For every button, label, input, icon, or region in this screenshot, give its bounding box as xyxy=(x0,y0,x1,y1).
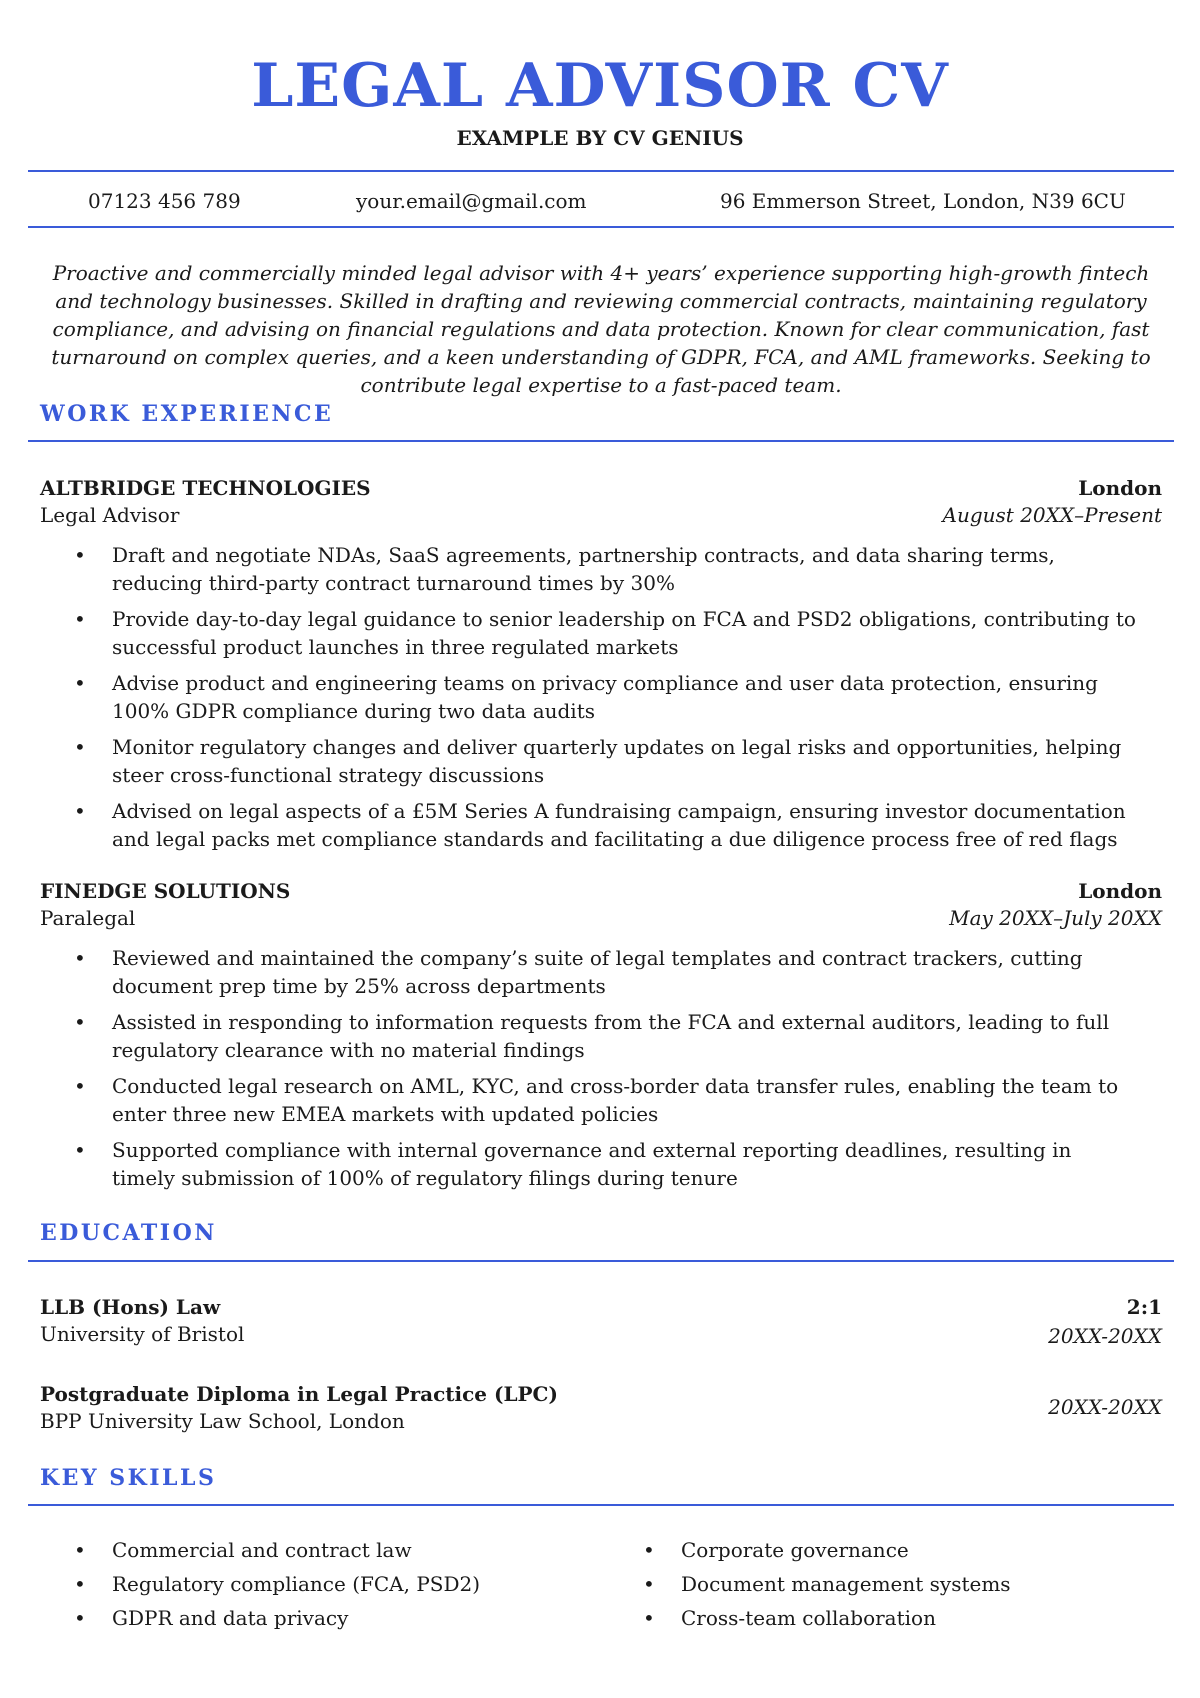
list-item: • Supported compliance with internal governance and external reporting deadlines, resulting in timely submission of 100% of regulatory filings during tenure xyxy=(40,1136,1140,1192)
job-dates: August 20XX–Present xyxy=(942,503,1162,527)
divider xyxy=(28,1260,1174,1262)
list-item: • Advise product and engineering teams on privacy compliance and user data protection, ensuring 100% GDPR compliance during two data audits xyxy=(40,669,1140,725)
education-degree: Postgraduate Diploma in Legal Practice (LPC) xyxy=(40,1382,558,1406)
skill-item: • Commercial and contract law xyxy=(40,1536,560,1564)
education-grade: 2:1 xyxy=(1126,1295,1162,1319)
profile-summary: Proactive and commercially minded legal advisor with 4+ years’ experience supporting high-growth fintech and technology businesses. Skilled in drafting and reviewing commercial contracts, maintaining regulatory compliance, and advising on financial regulations and data protection. Known for clear communication, fast turnaround on complex queries, and a keen understanding of GDPR, FCA, and AML frameworks. Seeking to contribute legal expertise to a fast-paced team. xyxy=(51,261,1151,397)
cv-subtitle: EXAMPLE BY CV GENIUS xyxy=(456,126,744,150)
education-school: University of Bristol xyxy=(40,1322,245,1346)
education-degree: LLB (Hons) Law xyxy=(40,1295,221,1319)
section-heading-work: WORK EXPERIENCE xyxy=(40,401,334,427)
job-company: ALTBRIDGE TECHNOLOGIES xyxy=(40,476,371,500)
skill-item: • Cross-team collaboration xyxy=(609,1604,1129,1632)
skills-list-right xyxy=(609,1536,1129,1638)
job-bullets xyxy=(40,944,1140,1200)
divider xyxy=(28,440,1174,442)
list-item: • Provide day-to-day legal guidance to senior leadership on FCA and PSD2 obligations, contributing to successful product launches in three regulated markets xyxy=(40,605,1140,661)
skill-item: • Corporate governance xyxy=(609,1536,1129,1564)
job-location: London xyxy=(1078,879,1162,903)
education-dates: 20XX-20XX xyxy=(1048,1395,1162,1419)
email-address: your.email@gmail.com xyxy=(356,189,587,213)
job-dates: May 20XX–July 20XX xyxy=(949,906,1162,930)
job-role: Legal Advisor xyxy=(40,503,180,527)
list-item: • Assisted in responding to information requests from the FCA and external auditors, leading to full regulatory clearance with no material findings xyxy=(40,1008,1140,1064)
job-role: Paralegal xyxy=(40,906,136,930)
list-item: • Reviewed and maintained the company’s suite of legal templates and contract trackers, cutting document prep time by 25% across departments xyxy=(40,944,1140,1000)
postal-address: 96 Emmerson Street, London, N39 6CU xyxy=(720,189,1126,213)
section-heading-skills: KEY SKILLS xyxy=(40,1465,217,1491)
section-heading-education: EDUCATION xyxy=(40,1220,217,1246)
list-item: • Advised on legal aspects of a £5M Series A fundraising campaign, ensuring investor documentation and legal packs met compliance standards and facilitating a due diligence process free of red flags xyxy=(40,797,1140,853)
divider xyxy=(28,226,1174,228)
education-dates: 20XX-20XX xyxy=(1048,1324,1162,1348)
job-location: London xyxy=(1078,476,1162,500)
job-company: FINEDGE SOLUTIONS xyxy=(40,879,291,903)
phone-number: 07123 456 789 xyxy=(88,189,241,213)
list-item: • Draft and negotiate NDAs, SaaS agreements, partnership contracts, and data sharing terms, reducing third-party contract turnaround times by 30% xyxy=(40,541,1140,597)
skill-item: • GDPR and data privacy xyxy=(40,1604,560,1632)
list-item: • Monitor regulatory changes and deliver quarterly updates on legal risks and opportunities, helping steer cross-functional strategy discussions xyxy=(40,733,1140,789)
education-school: BPP University Law School, London xyxy=(40,1409,405,1433)
cv-title: LEGAL ADVISOR CV xyxy=(251,51,949,121)
divider xyxy=(28,170,1174,172)
divider xyxy=(28,1504,1174,1506)
list-item: • Conducted legal research on AML, KYC, and cross-border data transfer rules, enabling the team to enter three new EMEA markets with updated policies xyxy=(40,1072,1140,1128)
skill-item: • Document management systems xyxy=(609,1570,1129,1598)
skill-item: • Regulatory compliance (FCA, PSD2) xyxy=(40,1570,560,1598)
skills-list-left xyxy=(40,1536,560,1638)
job-bullets xyxy=(40,541,1140,861)
